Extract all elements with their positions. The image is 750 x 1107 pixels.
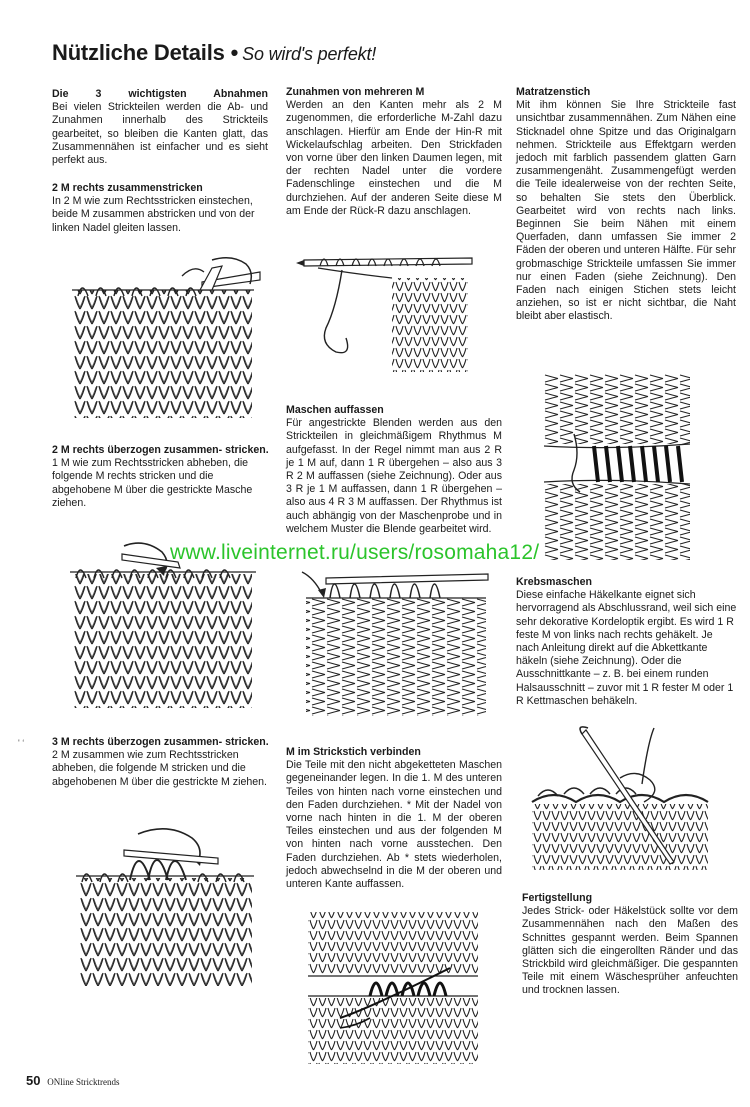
heading-strickstich: M im Strickstich verbinden xyxy=(286,746,421,758)
section-zunahmen xyxy=(286,86,502,218)
illustration-kitchener-stitch xyxy=(300,908,480,1068)
heading-maschen-auffassen: Maschen auffassen xyxy=(286,404,384,416)
section-matratzenstich xyxy=(516,86,736,324)
illustration-cast-on-increase xyxy=(296,248,476,376)
text-drei-m-ueberzogen: 2 M zusammen wie zum Rechtsstricken abheben, die folgende M stricken und die abgehobenen M über die gestrickte M ziehen. xyxy=(52,749,267,788)
text-zunahmen: Werden an den Kanten mehr als 2 M zugenommen, die erforderliche M-Zahl dazu anschlagen. Hierfür am Ende der Hin-R mit Wickelaufschlag arbeiten. Den Strickfaden von vorne über den linken Daumen legen, mit der rechten Nadel unter die vordere Fadenschlinge einstechen und die M durchziehen. Auf der anderen Seite diese M am Ende der Rück-R dazu anschlagen. xyxy=(286,99,502,217)
text-matratzenstich: Mit ihm können Sie Ihre Strickteile fast unsichtbar zusammennähen. Zum Nähen eine Sticknadel ohne Spitze und das Originalgarn nehmen. Strickteile aus Effektgarn werden jedoch mit farblich passendem glatten Garn zusammengenäht. Zusammengefügt werden die Teile idealerweise von der rechten Seite, so behalten Sie stets den Überblick. Gearbeitet wird von rechts nach links. Beginnen Sie beim Nähen mit einem Querfaden, dann umfassen Sie immer 2 Fäden der oberen und unteren Hälfte. Für sehr grobmaschige Strickteile umfassen Sie immer nur einen Faden (siehe Zeichnung). Den Faden nach einigen Stichen stets leicht anziehen, so ist er nicht sichtbar, die Naht bleibt aber elastisch. xyxy=(516,99,736,323)
section-zwei-m-rechts xyxy=(52,182,270,235)
section-krebsmaschen xyxy=(516,576,738,708)
heading-zwei-m-ueberzogen: 2 M rechts überzogen zusammen- stricken. xyxy=(52,444,269,456)
heading-matratzenstich: Matratzenstich xyxy=(516,86,591,98)
section-strickstich xyxy=(286,746,502,891)
heading-krebsmaschen: Krebsmaschen xyxy=(516,576,592,588)
illustration-slip-two-stitches xyxy=(62,540,262,712)
illustration-mattress-stitch xyxy=(544,374,694,562)
corner-mark: ' ʻ xyxy=(18,738,25,748)
heading-zunahmen: Zunahmen von mehreren M xyxy=(286,86,425,98)
illustration-crab-stitch xyxy=(524,722,712,874)
heading-fertigstellung: Fertigstellung xyxy=(522,892,593,904)
page-title xyxy=(52,40,376,66)
heading-zwei-m-rechts: 2 M rechts zusammenstricken xyxy=(52,182,203,194)
title-subtitle: So wird's perfekt! xyxy=(242,44,377,64)
page-number: 50 xyxy=(26,1073,41,1088)
text-fertigstellung: Jedes Strick- oder Häkelstück sollte vor dem Zusammennähen nach den Maßen des Schnittes gespannt werden. Beim Spannen glätten sich die eingerollten Ränder und das Strickbild wird gleichmäßiger. Die gespannten Teile mit einem Wäschesprüher anfeuchten und trocknen lassen. xyxy=(522,905,738,997)
illustration-picking-up-stitches xyxy=(296,562,492,720)
illustration-slip-three-stitches xyxy=(68,822,258,990)
text-krebsmaschen: Diese einfache Häkelkante eignet sich hervorragend als Abschlussrand, weil sich eine sehr dekorative Kordeloptik ergibt. Es wird 1 R feste M von links nach rechts gehäkelt. Je nach Anleitung direkt auf die Abkettkante häkeln (siehe Zeichnung). Oder die Ausschnittkante – z. B. bei einem runden Halsausschnitt – zuvor mit 1 R fester M oder 1 R Kettmaschen behäkeln. xyxy=(516,589,737,707)
illustration-two-stitches-together xyxy=(62,250,262,422)
heading-abnahmen: Die 3 wichtigsten Abnahmen xyxy=(52,88,268,100)
magazine-name: ONline Stricktrends xyxy=(47,1077,120,1087)
page-footer xyxy=(26,1073,120,1088)
section-abnahmen xyxy=(52,88,268,167)
heading-drei-m-ueberzogen: 3 M rechts überzogen zusammen- stricken. xyxy=(52,736,269,748)
text-zwei-m-rechts: In 2 M wie zum Rechtsstricken einstechen, beide M zusammen abstricken und von der linken Nadel gleiten lassen. xyxy=(52,195,255,234)
text-zwei-m-ueberzogen: 1 M wie zum Rechtsstricken abheben, die folgende M rechts stricken und die abgehobene M über die gestrickte Masche ziehen. xyxy=(52,457,253,509)
watermark-url: www.liveinternet.ru/users/rosomaha12/ xyxy=(170,541,540,564)
section-zwei-m-ueberzogen xyxy=(52,444,272,510)
text-strickstich: Die Teile mit den nicht abgeketteten Maschen gegeneinander legen. In die 1. M des unteren Teiles von hinten nach vorne einstechen und den Faden durchziehen. * Mit der Nadel von vorne nach hinten in die 1. M der oberen Teiles einstechen und aus der folgenden M von hinten nach vorne ausstechen. Den Faden durchziehen. Ab * stets wiederholen, jedoch abwechselnd in die M der oberen und unteren Kante auffassen. xyxy=(286,759,502,891)
section-maschen-auffassen xyxy=(286,404,502,536)
title-main: Nützliche Details xyxy=(52,40,225,65)
text-maschen-auffassen: Für angestrickte Blenden werden aus den Strickteilen in gleichmäßigem Rhythmus M aufgefasst. In der Regel nimmt man aus 2 R je 1 M auf, dann 1 R übergehen – also aus 3 R 2 M auffassen (siehe Zeichnung). Oder aus 3 R je 1 M auffassen, dann 1 R übergehen – also aus 4 R 3 M auffassen. Der Rhythmus ist auch abhängig von der Maschenprobe und in welchem Muster die Blende gearbeitet wird. xyxy=(286,417,502,535)
section-fertigstellung xyxy=(522,892,738,998)
section-drei-m-ueberzogen xyxy=(52,736,272,789)
title-bullet: • xyxy=(230,40,239,65)
text-abnahmen: Bei vielen Strickteilen werden die Ab- und Zunahmen innerhalb des Strickteils gearbeitet, so bleiben die Kanten glatt, das Zusammennähen ist einfacher und es sieht perfekt aus. xyxy=(52,101,268,167)
